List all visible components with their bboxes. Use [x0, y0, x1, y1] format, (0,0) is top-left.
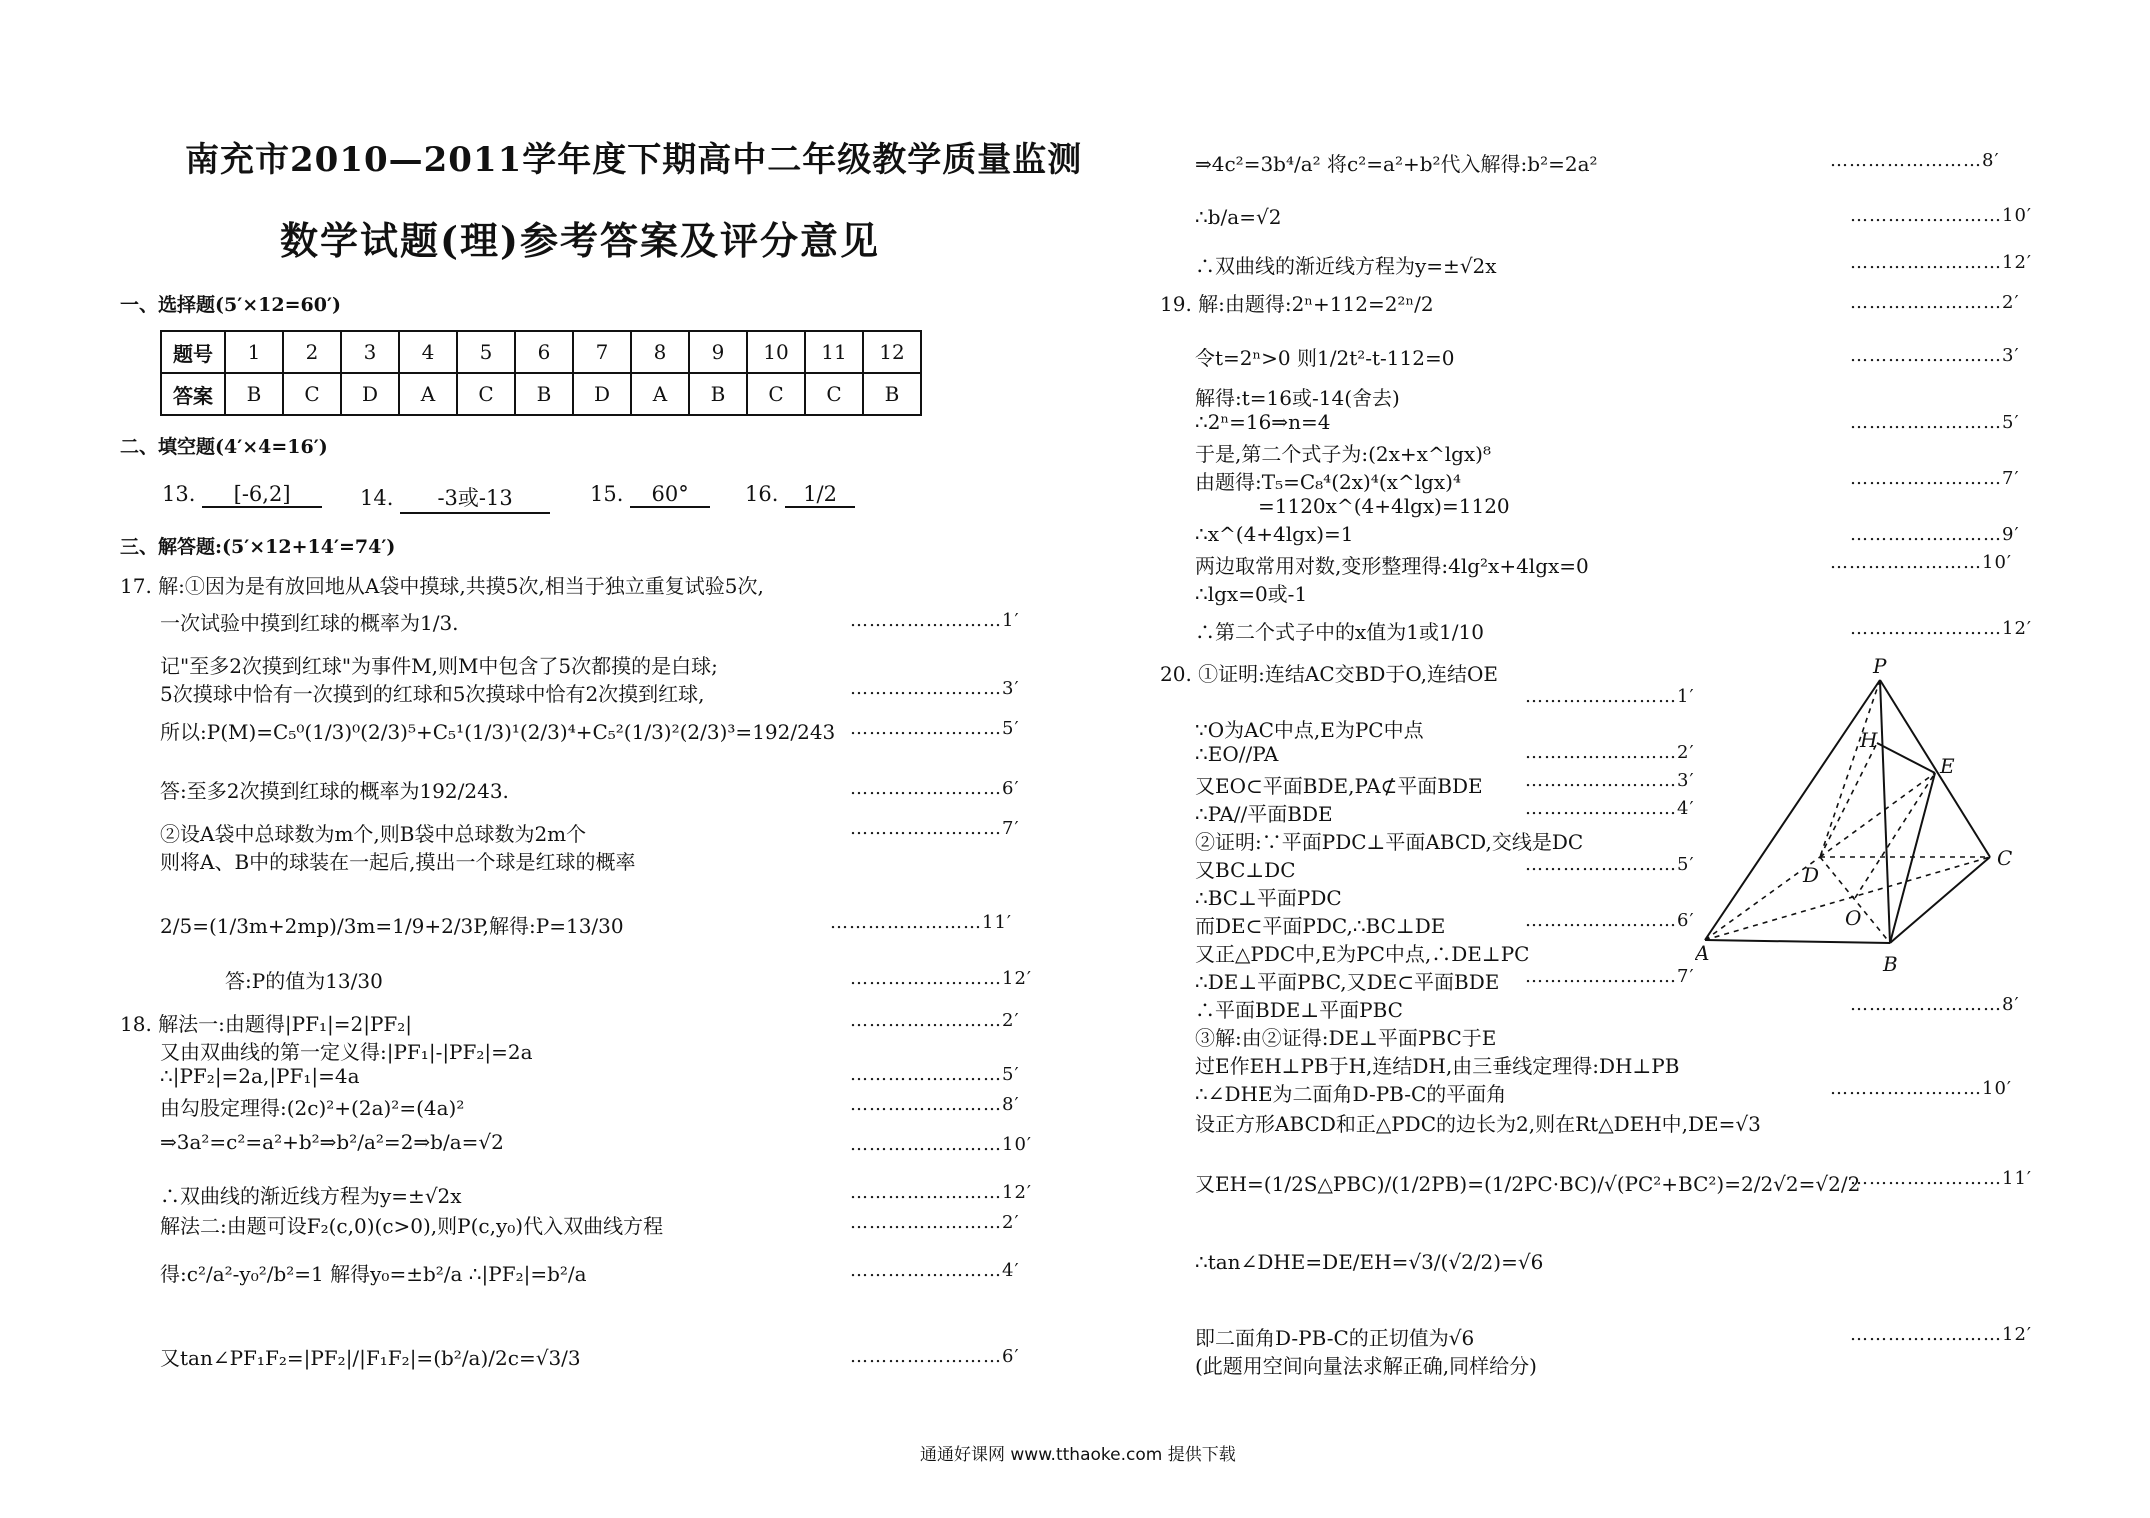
score-mark: ……………………2′	[850, 1212, 1020, 1233]
q20-line: 又EH=(1/2S△PBC)/(1/2PB)=(1/2PC·BC)/√(PC²+BC²)=2/2√2=√2/2	[1195, 1172, 1861, 1196]
table-cell: A	[399, 373, 457, 415]
edge-ab	[1705, 940, 1890, 943]
q20-line: 过E作EH⊥PB于H,连结DH,由三垂线定理得:DH⊥PB	[1195, 1054, 1680, 1078]
q18-line: ∴|PF₂|=2a,|PF₁|=4a	[160, 1064, 360, 1088]
fill-item-15	[590, 482, 710, 508]
score-mark: ……………………5′	[1525, 854, 1695, 875]
q19-line: ∴x^(4+4lgx)=1	[1195, 522, 1354, 546]
fill-answer: -3或-13	[400, 482, 550, 514]
table-cell: B	[689, 373, 747, 415]
score-mark: ……………………10′	[1830, 1078, 2012, 1099]
score-mark: ……………………8′	[1850, 994, 2020, 1015]
label-c: C	[1997, 846, 2013, 870]
footer-credit: 通通好课网 www.tthaoke.com 提供下载	[920, 1445, 1236, 1465]
edge-de	[1820, 773, 1935, 857]
label-b: B	[1883, 952, 1898, 975]
score-mark: ……………………2′	[1850, 292, 2020, 313]
edge-pa	[1705, 680, 1880, 940]
table-cell: 2	[283, 331, 341, 373]
table-cell: 5	[457, 331, 515, 373]
fill-answer: 60°	[630, 482, 710, 508]
score-mark: ……………………3′	[1850, 345, 2020, 366]
q20-line: ∴tan∠DHE=DE/EH=√3/(√2/2)=√6	[1195, 1250, 1544, 1274]
q20-line: 即二面角D-PB-C的正切值为√6	[1195, 1326, 1475, 1350]
q20-line: ③解:由②证得:DE⊥平面PBC于E	[1195, 1026, 1497, 1050]
table-cell: 10	[747, 331, 805, 373]
score-mark: ……………………12′	[850, 968, 1032, 989]
q18-line: ∴双曲线的渐近线方程为y=±√2x	[160, 1184, 462, 1208]
q19-line: 令t=2ⁿ>0 则1/2t²-t-112=0	[1195, 346, 1455, 370]
q18-line: 由勾股定理得:(2c)²+(2a)²=(4a)²	[160, 1096, 465, 1120]
page-subtitle: 数学试题(理)参考答案及评分意见	[280, 218, 880, 263]
section-solution-heading: 三、解答题:(5′×12+14′=74′)	[120, 536, 396, 558]
q17-line: 一次试验中摸到红球的概率为1/3.	[160, 611, 459, 635]
table-cell: 3	[341, 331, 399, 373]
score-mark: ……………………6′	[850, 1346, 1020, 1367]
table-cell: 1	[225, 331, 283, 373]
score-mark: ……………………12′	[1850, 1324, 2032, 1345]
score-mark: ……………………7′	[1525, 966, 1695, 987]
q17-line: 17. 解:①因为是有放回地从A袋中摸球,共摸5次,相当于独立重复试验5次,	[120, 574, 764, 598]
edge-pb	[1880, 680, 1890, 943]
q18-line: 18. 解法一:由题得|PF₁|=2|PF₂|	[120, 1012, 413, 1036]
q18-cont-line: ∴双曲线的渐近线方程为y=±√2x	[1195, 254, 1497, 278]
fill-number: 15.	[590, 482, 624, 506]
score-mark: ……………………4′	[1525, 798, 1695, 819]
score-mark: ……………………3′	[850, 678, 1020, 699]
q20-line: ∵O为AC中点,E为PC中点	[1195, 718, 1424, 742]
q20-line: ∴EO//PA	[1195, 742, 1279, 766]
q19-line: 由题得:T₅=C₈⁴(2x)⁴(x^lgx)⁴	[1195, 470, 1461, 494]
q17-line: 记"至多2次摸到红球"为事件M,则M中包含了5次都摸的是白球;	[160, 654, 718, 678]
score-mark: ……………………12′	[1850, 252, 2032, 273]
table-cell: B	[515, 373, 573, 415]
score-mark: ……………………12′	[850, 1182, 1032, 1203]
score-mark: ……………………1′	[1525, 686, 1695, 707]
table-cell: 6	[515, 331, 573, 373]
edge-oe	[1855, 773, 1935, 898]
table-cell: B	[225, 373, 283, 415]
pyramid-figure	[1695, 655, 2015, 975]
table-cell: D	[341, 373, 399, 415]
score-mark: ……………………4′	[850, 1260, 1020, 1281]
table-cell: C	[283, 373, 341, 415]
q20-line: (此题用空间向量法求解正确,同样给分)	[1195, 1354, 1537, 1378]
q17-line: 5次摸球中恰有一次摸到的红球和5次摸球中恰有2次摸到红球,	[160, 682, 705, 706]
fill-answer: 1/2	[785, 482, 855, 508]
score-mark: ……………………9′	[1850, 524, 2020, 545]
table-row-answers	[161, 373, 921, 415]
score-mark: ……………………10′	[1850, 205, 2032, 226]
q19-line: 19. 解:由题得:2ⁿ+112=2²ⁿ/2	[1160, 292, 1434, 316]
edge-be	[1890, 773, 1935, 943]
score-mark: ……………………5′	[850, 718, 1020, 739]
q20-line: 又正△PDC中,E为PC中点,∴DE⊥PC	[1195, 942, 1530, 966]
table-cell: 8	[631, 331, 689, 373]
score-mark: ……………………12′	[1850, 618, 2032, 639]
row-label-number: 题号	[161, 331, 225, 373]
q20-line: ∴BC⊥平面PDC	[1195, 886, 1342, 910]
q17-line: 所以:P(M)=C₅⁰(1/3)⁰(2/3)⁵+C₅¹(1/3)¹(2/3)⁴+C₅²(1/3)²(2/3)³=192/243	[160, 720, 836, 744]
q19-line: ∴第二个式子中的x值为1或1/10	[1195, 620, 1484, 644]
fill-number: 16.	[745, 482, 779, 506]
q18-line: 解法二:由题可设F₂(c,0)(c>0),则P(c,y₀)代入双曲线方程	[160, 1214, 664, 1238]
score-mark: ……………………6′	[850, 778, 1020, 799]
table-cell: A	[631, 373, 689, 415]
edge-pc	[1880, 680, 1990, 857]
score-mark: ……………………6′	[1525, 910, 1695, 931]
table-cell: 7	[573, 331, 631, 373]
section-choice-heading: 一、选择题(5′×12=60′)	[120, 294, 341, 316]
q17-line: 答:至多2次摸到红球的概率为192/243.	[160, 779, 509, 803]
table-cell: 9	[689, 331, 747, 373]
table-cell: 11	[805, 331, 863, 373]
q19-line: 两边取常用对数,变形整理得:4lg²x+4lgx=0	[1195, 554, 1589, 578]
q20-line: 又BC⊥DC	[1195, 858, 1296, 882]
edge-db	[1820, 857, 1890, 943]
q18-line: ⇒3a²=c²=a²+b²⇒b²/a²=2⇒b/a=√2	[160, 1130, 504, 1154]
q20-line: ∴∠DHE为二面角D-PB-C的平面角	[1195, 1082, 1507, 1106]
table-cell: C	[457, 373, 515, 415]
label-a: A	[1695, 941, 1710, 965]
section-fill-heading: 二、填空题(4′×4=16′)	[120, 436, 328, 458]
q17-line: 2/5=(1/3m+2mp)/3m=1/9+2/3P,解得:P=13/30	[160, 914, 624, 938]
q20-line: ②证明:∵平面PDC⊥平面ABCD,交线是DC	[1195, 830, 1584, 854]
score-mark: ……………………2′	[850, 1010, 1020, 1031]
table-cell: 12	[863, 331, 921, 373]
score-mark: ……………………2′	[1525, 742, 1695, 763]
q19-line: =1120x^(4+4lgx)=1120	[1258, 494, 1510, 518]
score-mark: ……………………8′	[850, 1094, 1020, 1115]
score-mark: ……………………8′	[1830, 150, 2000, 171]
edge-bc	[1890, 857, 1990, 943]
edge-he	[1877, 743, 1935, 773]
table-row-numbers	[161, 331, 921, 373]
label-e: E	[1940, 754, 1955, 778]
score-mark: ……………………7′	[850, 818, 1020, 839]
score-mark: ……………………7′	[1850, 468, 2020, 489]
q20-line: 设正方形ABCD和正△PDC的边长为2,则在Rt△DEH中,DE=√3	[1195, 1112, 1761, 1136]
label-h: H	[1860, 728, 1878, 752]
q20-line: ∴平面BDE⊥平面PBC	[1195, 998, 1403, 1022]
q20-line: 20. ①证明:连结AC交BD于O,连结OE	[1160, 662, 1498, 686]
q18-cont-line: ∴b/a=√2	[1195, 205, 1282, 229]
q19-line: 解得:t=16或-14(舍去)	[1195, 386, 1400, 410]
edge-dh	[1820, 743, 1877, 857]
q19-line: 于是,第二个式子为:(2x+x^lgx)⁸	[1195, 442, 1491, 466]
choice-answer-table	[160, 330, 922, 416]
q20-line: 又EO⊂平面BDE,PA⊄平面BDE	[1195, 774, 1483, 798]
fill-item-16	[745, 482, 855, 508]
score-mark: ……………………5′	[1850, 412, 2020, 433]
row-label-answer: 答案	[161, 373, 225, 415]
score-mark: ……………………11′	[830, 912, 1012, 933]
score-mark: ……………………10′	[850, 1134, 1032, 1155]
q17-line: 答:P的值为13/30	[225, 969, 383, 993]
fill-answer: [-6,2]	[202, 482, 322, 508]
fill-number: 14.	[360, 486, 394, 510]
table-cell: C	[747, 373, 805, 415]
table-cell: C	[805, 373, 863, 415]
q20-line: 而DE⊂平面PDC,∴BC⊥DE	[1195, 914, 1446, 938]
label-p: P	[1873, 655, 1887, 678]
q18-line: 又由双曲线的第一定义得:|PF₁|-|PF₂|=2a	[160, 1040, 533, 1064]
q20-line: ∴DE⊥平面PBC,又DE⊂平面BDE	[1195, 970, 1500, 994]
label-d: D	[1803, 863, 1820, 887]
score-mark: ……………………1′	[850, 610, 1020, 631]
page-title: 南充市2010—2011学年度下期高中二年级教学质量监测	[185, 140, 1083, 180]
q17-line: ②设A袋中总球数为m个,则B袋中总球数为2m个	[160, 822, 587, 846]
q18-line: 得:c²/a²-y₀²/b²=1 解得y₀=±b²/a ∴|PF₂|=b²/a	[160, 1262, 587, 1286]
fill-item-14	[360, 482, 550, 514]
q19-line: ∴lgx=0或-1	[1195, 582, 1308, 606]
score-mark: ……………………11′	[1850, 1168, 2032, 1189]
fill-number: 13.	[162, 482, 196, 506]
fill-item-13	[162, 482, 322, 508]
score-mark: ……………………10′	[1830, 552, 2012, 573]
q18-line: 又tan∠PF₁F₂=|PF₂|/|F₁F₂|=(b²/a)/2c=√3/3	[160, 1346, 581, 1370]
edge-pd	[1820, 680, 1880, 857]
q17-line: 则将A、B中的球装在一起后,摸出一个球是红球的概率	[160, 850, 636, 874]
table-cell: D	[573, 373, 631, 415]
table-cell: 4	[399, 331, 457, 373]
label-o: O	[1845, 906, 1862, 930]
q19-line: ∴2ⁿ=16⇒n=4	[1195, 410, 1331, 434]
score-mark: ……………………5′	[850, 1064, 1020, 1085]
score-mark: ……………………3′	[1525, 770, 1695, 791]
table-cell: B	[863, 373, 921, 415]
q20-line: ∴PA//平面BDE	[1195, 802, 1333, 826]
q18-cont-line: ⇒4c²=3b⁴/a² 将c²=a²+b²代入解得:b²=2a²	[1195, 152, 1598, 176]
